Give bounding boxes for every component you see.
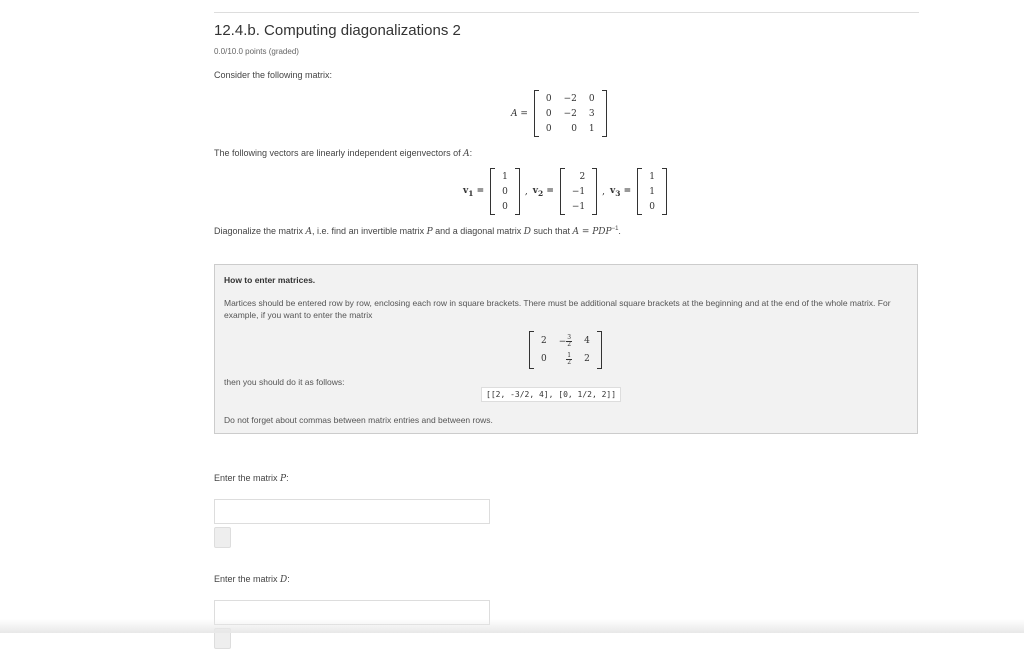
eigen-text-var: A xyxy=(463,149,470,159)
eigen-text-suffix: : xyxy=(469,148,473,158)
enter-D-label: Enter the matrix D: xyxy=(214,574,290,585)
eigenvectors-text xyxy=(214,148,472,159)
matrix-cell: 0 xyxy=(545,108,552,119)
matrix-P-input[interactable] xyxy=(214,499,490,524)
prompt-text: Consider the following matrix: xyxy=(214,70,333,80)
points-label: 0.0/10.0 points (graded) xyxy=(214,47,299,56)
submit-P-button[interactable] xyxy=(214,527,231,548)
vector-v2 xyxy=(560,168,597,215)
matrix-cell: 3 xyxy=(588,108,595,119)
vector-cell: 1 xyxy=(649,186,655,197)
vector-cell: 2 xyxy=(579,171,586,182)
diagonalize-instruction: Diagonalize the matrix A, i.e. find an invertible matrix P and a diagonal matrix D such that $A = PDP^{-1}$. xyxy=(214,226,621,237)
v2-label: $v_2$ = xyxy=(532,185,554,198)
vector-cell: −1 xyxy=(571,186,586,197)
example-code: [[2, -3/2, 4], [0, 1/2, 2]] xyxy=(481,387,621,402)
matrix-cell: −2 xyxy=(563,108,577,119)
separator: , xyxy=(524,186,528,197)
eigenvectors-display xyxy=(463,168,667,215)
help-heading: How to enter matrices. xyxy=(224,275,316,285)
vector-cell: 0 xyxy=(502,186,508,197)
vector-cell: −1 xyxy=(571,201,586,212)
matrix-entry-help-box xyxy=(214,264,918,434)
matrix-A-label: A = xyxy=(511,108,528,119)
help-then-text: then you should do it as follows: xyxy=(224,377,345,387)
vector-cell: 0 xyxy=(502,201,508,212)
matrix-cell: 1 xyxy=(588,123,595,134)
problem-title: 12.4.b. Computing diagonalizations 2 xyxy=(214,22,461,39)
enter-P-label: Enter the matrix P: xyxy=(214,473,289,484)
vector-cell: 1 xyxy=(502,171,508,182)
matrix-cell: −2 xyxy=(563,93,577,104)
matrix-cell: 0 xyxy=(545,123,552,134)
vector-v3 xyxy=(637,168,667,215)
matrix-A-display xyxy=(511,90,607,137)
eigen-text-prefix: The following vectors are linearly independent eigenvectors of xyxy=(214,148,464,158)
matrix-cell: 0 xyxy=(545,93,552,104)
top-divider xyxy=(214,12,919,13)
v3-label: $v_3$ = xyxy=(610,185,632,198)
separator: , xyxy=(602,186,606,197)
vector-v1 xyxy=(490,168,520,215)
help-reminder: Do not forget about commas between matrix entries and between rows. xyxy=(224,415,493,425)
vector-cell: 1 xyxy=(649,171,655,182)
matrix-A xyxy=(534,90,607,137)
example-matrix: 2 − $\frac{3}{2}$ 4 0 $\frac{1}{2}$ 2 xyxy=(529,331,602,369)
matrix-cell: 0 xyxy=(588,93,595,104)
vector-cell: 0 xyxy=(649,201,655,212)
bottom-fade xyxy=(0,619,1024,633)
matrix-cell: 0 xyxy=(571,123,577,134)
help-paragraph: Martices should be entered row by row, enclosing each row in square brackets. There must be additional square brackets at the beginning and at the end of the whole matrix. For example, if you want to enter the matrix xyxy=(224,298,891,320)
v1-label: $v_1$ = xyxy=(463,185,485,198)
